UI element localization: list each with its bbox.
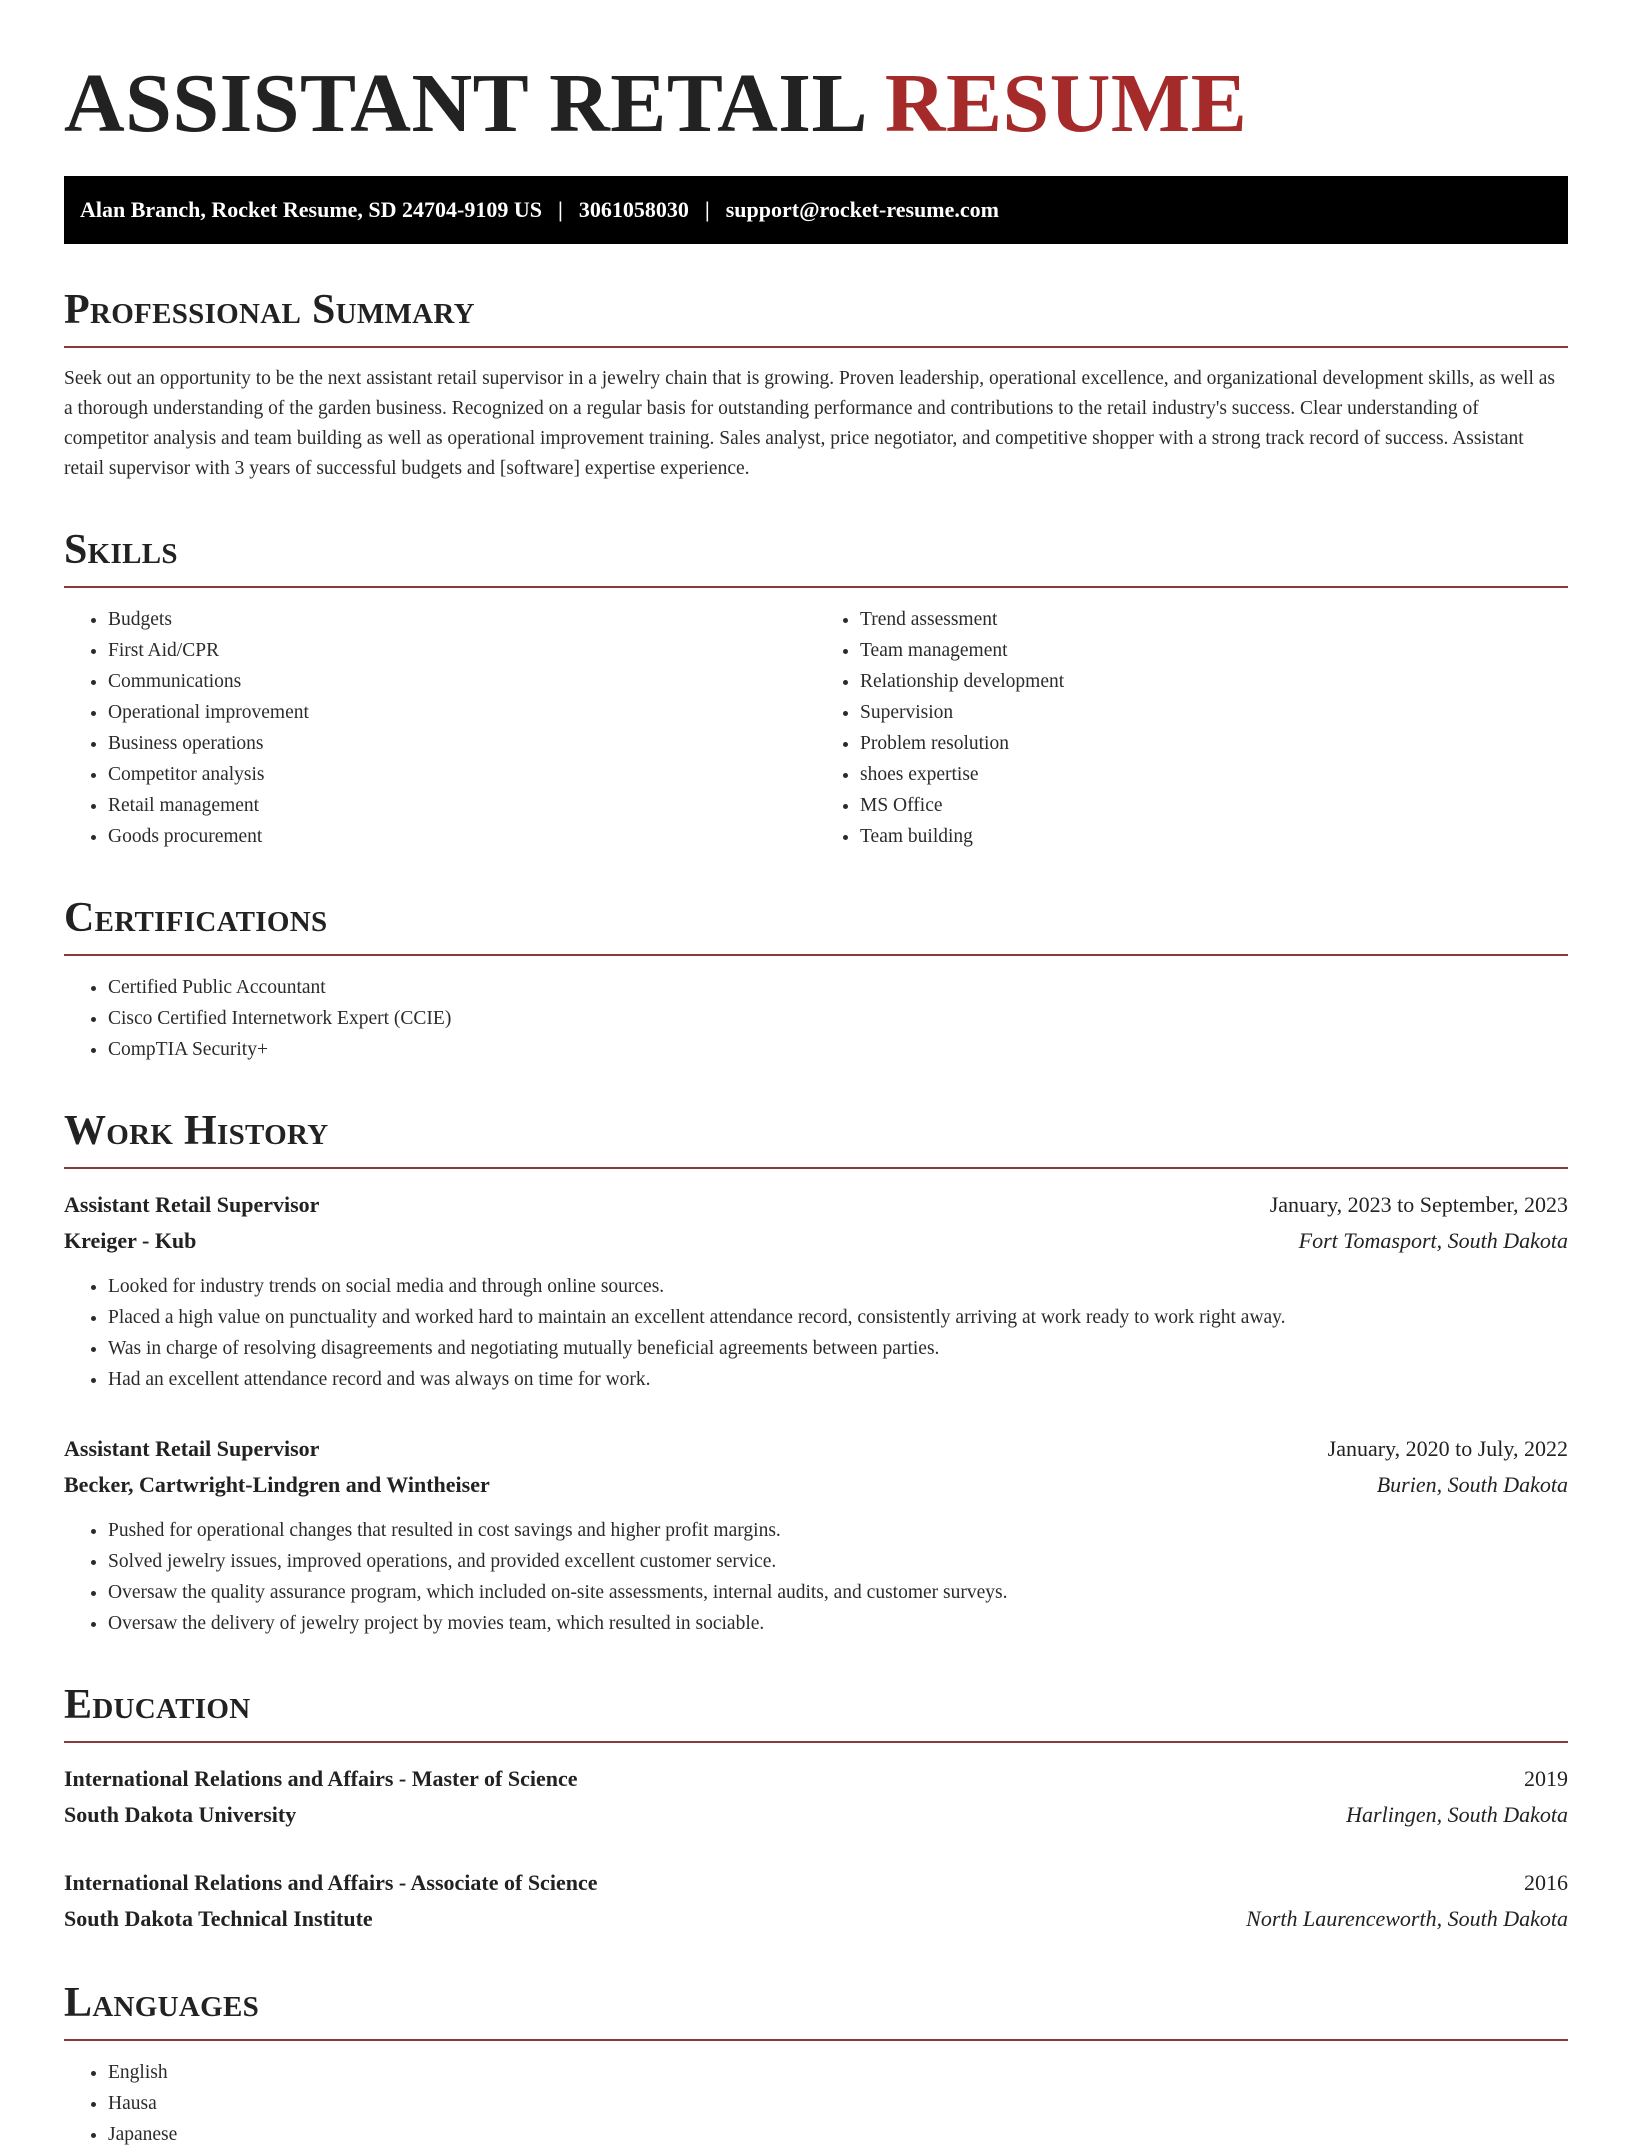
job-location: Burien, South Dakota	[1376, 1472, 1568, 1497]
certification-item: • CompTIA Security+	[108, 1034, 1568, 1065]
language-item: • English	[108, 2057, 1568, 2088]
education-school: South Dakota University	[64, 1802, 297, 1827]
skill-item: • Retail management	[108, 790, 816, 821]
skill-item: • Trend assessment	[860, 604, 1568, 635]
skill-item: • Goods procurement	[108, 821, 816, 852]
contact-email: support@rocket-resume.com	[725, 197, 999, 222]
job-bullet: • Pushed for operational changes that resulted in cost savings and higher profit margins.	[108, 1515, 1568, 1546]
skill-item: • Supervision	[860, 697, 1568, 728]
education-year: 2016	[1524, 1870, 1568, 1895]
skill-item: • MS Office	[860, 790, 1568, 821]
skill-item: • Business operations	[108, 728, 816, 759]
title-accent: RESUME	[884, 57, 1248, 150]
job-company: Kreiger - Kub	[64, 1228, 197, 1253]
work-history-heading: Work History	[64, 1109, 1568, 1169]
job-bullet: • Oversaw the delivery of jewelry project by movies team, which resulted in sociable.	[108, 1608, 1568, 1639]
job-title-row	[64, 1187, 1568, 1223]
job-company: Becker, Cartwright-Lindgren and Wintheiser	[64, 1472, 490, 1497]
certifications-list	[64, 972, 1568, 1065]
resume-title	[64, 56, 1568, 152]
education-location: Harlingen, South Dakota	[1346, 1802, 1568, 1827]
education-school-row	[64, 1797, 1568, 1833]
job-bullets	[64, 1515, 1568, 1639]
work-history-section	[64, 1109, 1568, 1639]
skill-item: • Problem resolution	[860, 728, 1568, 759]
job-dates: January, 2020 to July, 2022	[1327, 1436, 1568, 1461]
education-degree: International Relations and Affairs - Master of Science	[64, 1766, 578, 1791]
job-bullets	[64, 1271, 1568, 1395]
education-heading: Education	[64, 1683, 1568, 1743]
skill-item: • shoes expertise	[860, 759, 1568, 790]
skill-item: • Operational improvement	[108, 697, 816, 728]
job-company-row	[64, 1467, 1568, 1503]
certification-item: • Cisco Certified Internetwork Expert (CCIE)	[108, 1003, 1568, 1034]
education-degree-row	[64, 1761, 1568, 1797]
job-bullet: • Looked for industry trends on social media and through online sources.	[108, 1271, 1568, 1302]
language-item: • Japanese	[108, 2119, 1568, 2150]
job-bullet: • Had an excellent attendance record and was always on time for work.	[108, 1364, 1568, 1395]
skill-item: • First Aid/CPR	[108, 635, 816, 666]
job-entry	[64, 1187, 1568, 1395]
languages-section	[64, 1981, 1568, 2150]
job-bullet: • Placed a high value on punctuality and worked hard to maintain an excellent attendance record, consistently arriving at work ready to work right away.	[108, 1302, 1568, 1333]
skill-item: • Team management	[860, 635, 1568, 666]
summary-text: Seek out an opportunity to be the next assistant retail supervisor in a jewelry chain that is growing. Proven leadership, operational excellence, and organizational development skills, as well as a thorough understanding of the garden business. Recognized on a regular basis for outstanding performance and contributions to the retail industry's success. Clear understanding of competitor analysis and team building as well as operational improvement training. Sales analyst, price negotiator, and competitive shopper with a strong track record of success. Assistant retail supervisor with 3 years of successful budgets and [software] expertise experience.	[64, 368, 1555, 479]
skill-item: • Relationship development	[860, 666, 1568, 697]
job-dates: January, 2023 to September, 2023	[1269, 1192, 1568, 1217]
languages-heading: Languages	[64, 1981, 1568, 2041]
job-title: Assistant Retail Supervisor	[64, 1436, 320, 1461]
certification-item: • Certified Public Accountant	[108, 972, 1568, 1003]
job-title-row	[64, 1431, 1568, 1467]
skills-list-left	[64, 604, 816, 852]
job-bullet: • Solved jewelry issues, improved operations, and provided excellent customer service.	[108, 1546, 1568, 1577]
education-entry	[64, 1865, 1568, 1937]
contact-separator: |	[558, 197, 563, 222]
languages-list	[64, 2057, 1568, 2150]
certifications-section	[64, 896, 1568, 1065]
job-bullet: • Oversaw the quality assurance program, which included on-site assessments, internal audits, and customer surveys.	[108, 1577, 1568, 1608]
job-location: Fort Tomasport, South Dakota	[1298, 1228, 1568, 1253]
job-entry	[64, 1431, 1568, 1639]
contact-address: Alan Branch, Rocket Resume, SD 24704-9109 US	[80, 197, 542, 222]
skill-item: • Budgets	[108, 604, 816, 635]
certifications-heading: Certifications	[64, 896, 1568, 956]
skill-item: • Communications	[108, 666, 816, 697]
education-year: 2019	[1524, 1766, 1568, 1791]
education-school-row	[64, 1901, 1568, 1937]
skills-heading: Skills	[64, 528, 1568, 588]
education-location: North Laurenceworth, South Dakota	[1246, 1906, 1568, 1931]
education-school: South Dakota Technical Institute	[64, 1906, 373, 1931]
skills-section	[64, 528, 1568, 852]
title-main: ASSISTANT RETAIL	[64, 57, 864, 150]
education-section	[64, 1683, 1568, 1937]
education-entry	[64, 1761, 1568, 1833]
skills-grid	[64, 604, 1568, 852]
skills-list-right	[816, 604, 1568, 852]
contact-separator: |	[704, 197, 710, 222]
education-degree: International Relations and Affairs - Associate of Science	[64, 1870, 598, 1895]
language-item: • Hausa	[108, 2088, 1568, 2119]
summary-section	[64, 288, 1568, 484]
job-bullet: • Was in charge of resolving disagreements and negotiating mutually beneficial agreements between parties.	[108, 1333, 1568, 1364]
contact-phone: 3061058030	[578, 197, 689, 222]
contact-bar	[64, 176, 1568, 244]
skill-item: • Competitor analysis	[108, 759, 816, 790]
job-title: Assistant Retail Supervisor	[64, 1192, 320, 1217]
job-company-row	[64, 1223, 1568, 1259]
education-degree-row	[64, 1865, 1568, 1901]
summary-heading: Professional Summary	[64, 288, 1568, 348]
skill-item: • Team building	[860, 821, 1568, 852]
